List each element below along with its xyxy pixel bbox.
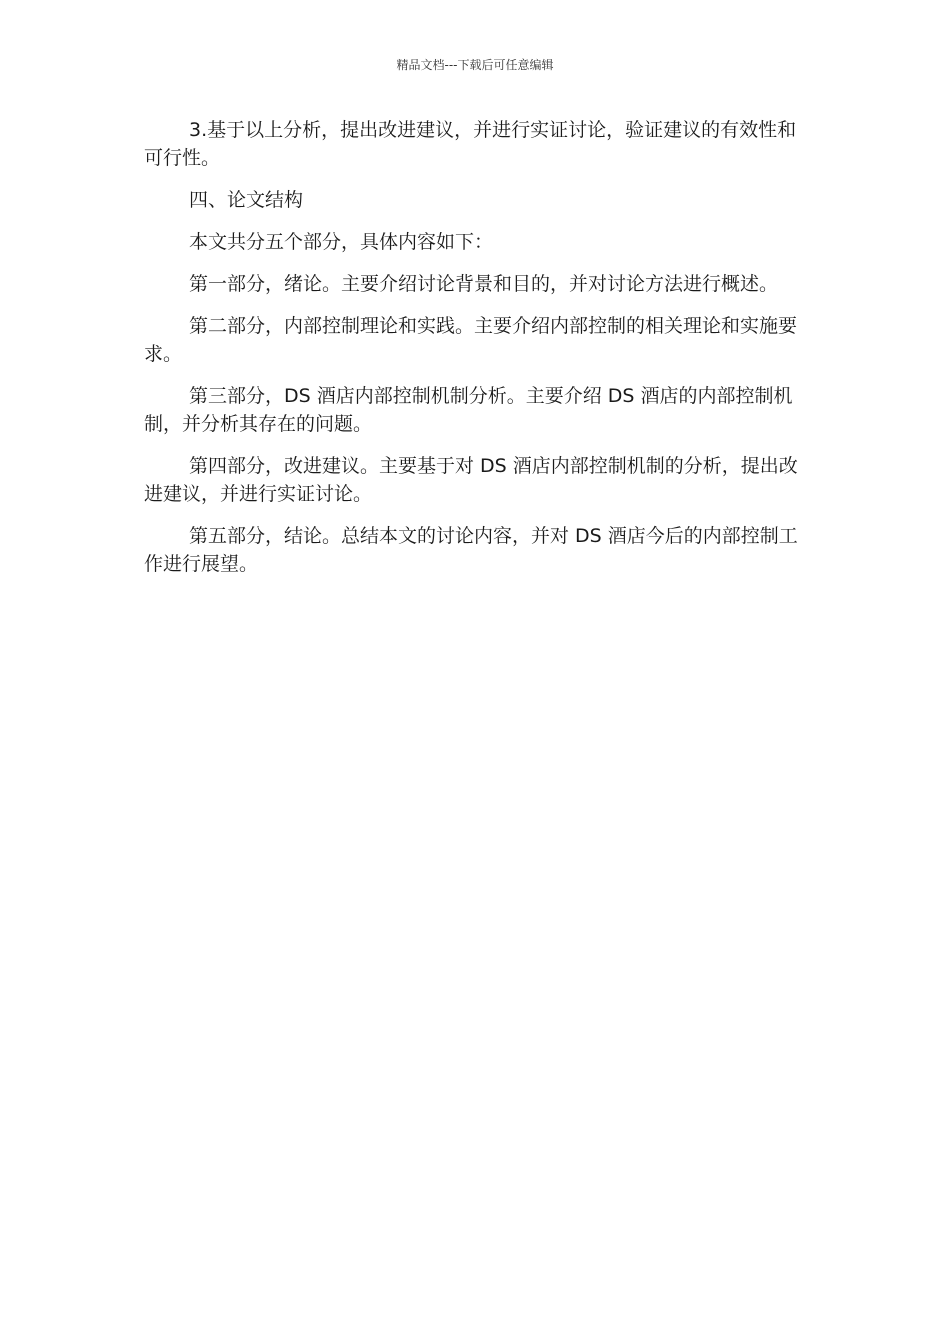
paragraph-part-3: 第三部分，DS 酒店内部控制机制分析。主要介绍 DS 酒店的内部控制机制，并分析其存在的问题。 — [144, 385, 793, 435]
paragraph-structure-intro: 本文共分五个部分，具体内容如下： — [189, 231, 494, 253]
paragraph-analysis-point-3: 3.基于以上分析，提出改进建议，并进行实证讨论，验证建议的有效性和可行性。 — [144, 119, 797, 169]
paragraph-part-1: 第一部分，绪论。主要介绍讨论背景和目的，并对讨论方法进行概述。 — [189, 273, 779, 295]
paragraph-part-4: 第四部分，改进建议。主要基于对 DS 酒店内部控制机制的分析，提出改进建议，并进行实证讨论。 — [144, 455, 798, 505]
paragraph-part-2: 第二部分，内部控制理论和实践。主要介绍内部控制的相关理论和实施要求。 — [144, 315, 798, 365]
paragraph-part-5: 第五部分，结论。总结本文的讨论内容，并对 DS 酒店今后的内部控制工作进行展望。 — [144, 525, 798, 575]
page-header: 精品文档---下载后可任意编辑 — [396, 58, 554, 72]
document-body — [144, 116, 804, 592]
section-heading-structure: 四、论文结构 — [189, 189, 304, 211]
